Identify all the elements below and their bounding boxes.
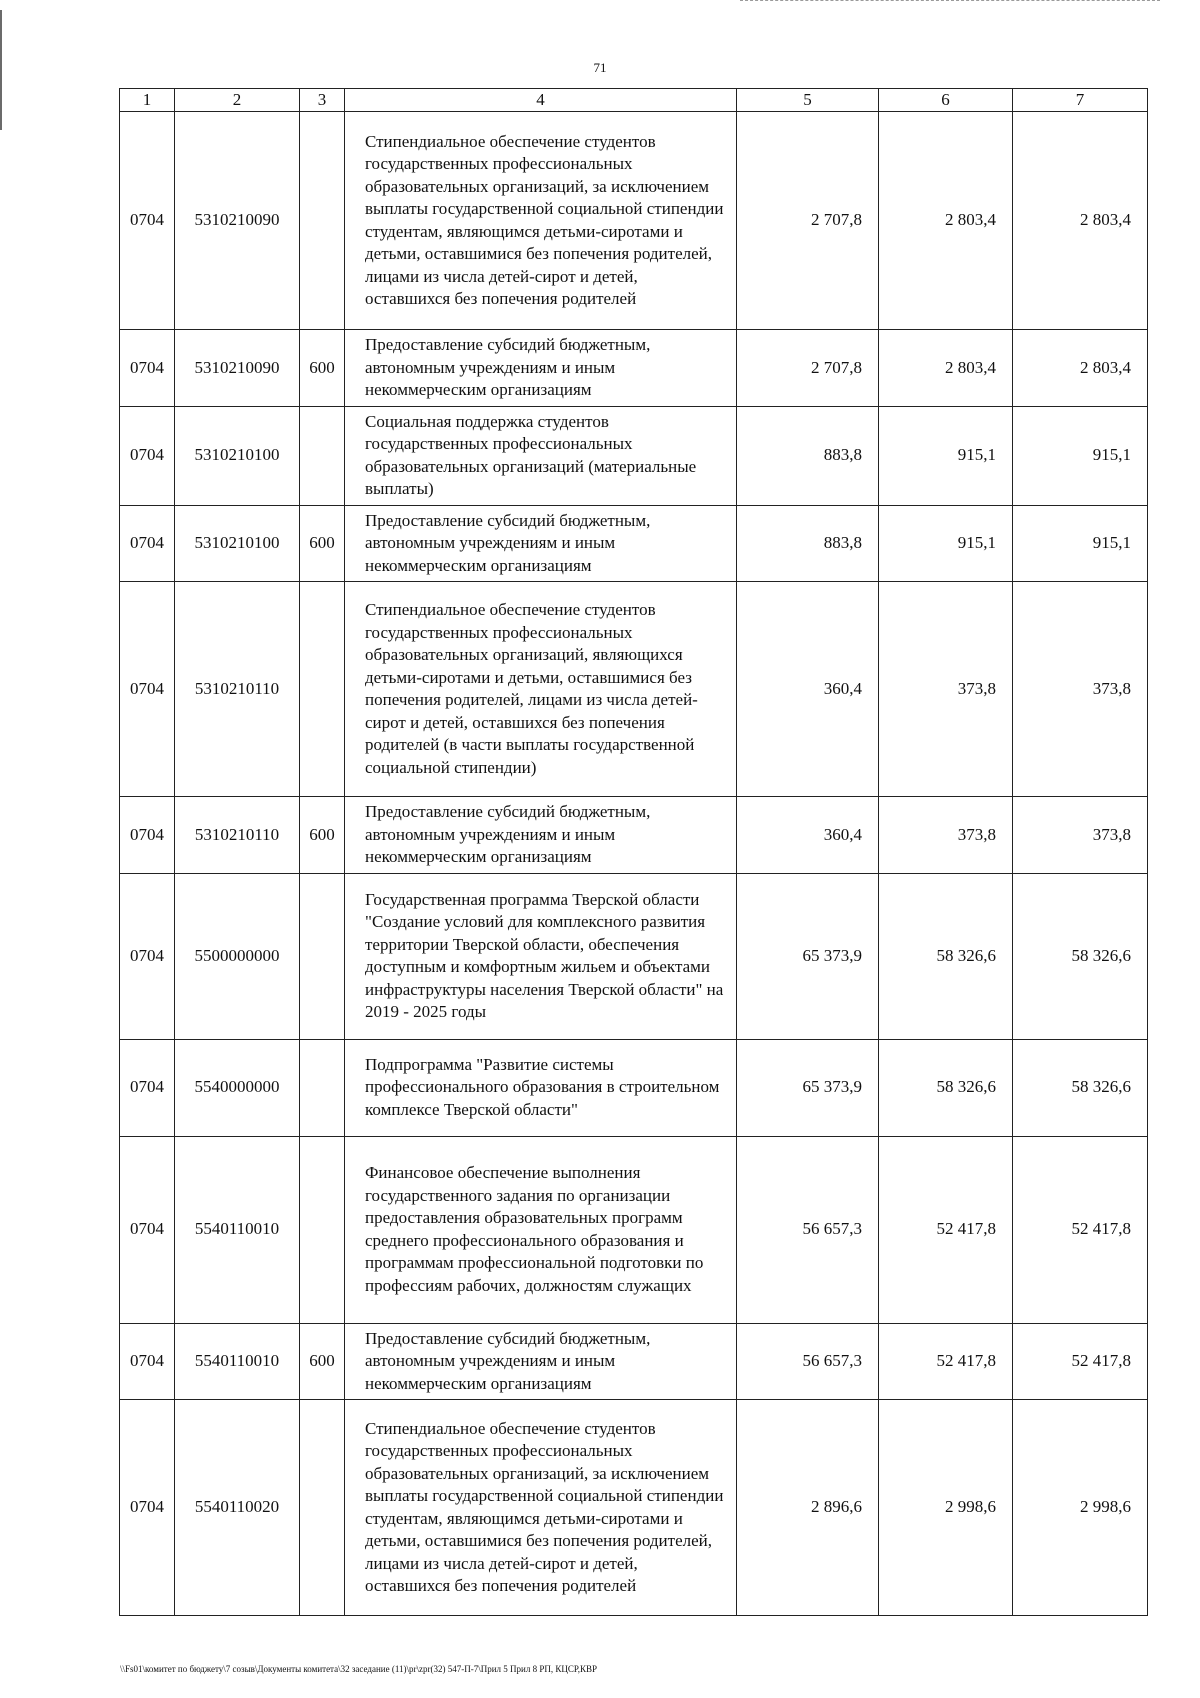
cell-value-5: 2 707,8 xyxy=(737,112,879,330)
table-row xyxy=(120,797,1148,874)
cell-csr: 5310210100 xyxy=(175,505,300,582)
table-row xyxy=(120,582,1148,797)
cell-name: Предоставление субсидий бюджетным, автономным учреждениям и иным некоммерческим организациям xyxy=(345,330,737,407)
header-col-6: 6 xyxy=(879,89,1013,112)
cell-razdel: 0704 xyxy=(120,873,175,1039)
cell-value-7: 52 417,8 xyxy=(1013,1323,1148,1400)
cell-value-6: 52 417,8 xyxy=(879,1136,1013,1323)
cell-value-5: 360,4 xyxy=(737,797,879,874)
cell-value-5: 56 657,3 xyxy=(737,1136,879,1323)
cell-name: Стипендиальное обеспечение студентов государственных профессиональных образовательных организаций, за исключением выплаты государственной социальной стипендии студентам, являющимся детьми-сиротами и детьми, оставшимися без попечения родителей, лицами из числа детей-сирот и детей, оставшихся без попечения родителей xyxy=(345,112,737,330)
header-col-1: 1 xyxy=(120,89,175,112)
table-row xyxy=(120,1039,1148,1136)
cell-value-5: 883,8 xyxy=(737,505,879,582)
page-number: 71 xyxy=(593,60,607,75)
table-row xyxy=(120,112,1148,330)
cell-vr xyxy=(300,112,345,330)
table-row xyxy=(120,873,1148,1039)
cell-vr xyxy=(300,1400,345,1616)
cell-vr: 600 xyxy=(300,797,345,874)
cell-vr xyxy=(300,406,345,505)
cell-value-7: 52 417,8 xyxy=(1013,1136,1148,1323)
scan-artifact-top xyxy=(740,0,1160,2)
cell-csr: 5310210090 xyxy=(175,112,300,330)
cell-razdel: 0704 xyxy=(120,1136,175,1323)
cell-value-6: 58 326,6 xyxy=(879,1039,1013,1136)
cell-name: Предоставление субсидий бюджетным, автономным учреждениям и иным некоммерческим организациям xyxy=(345,1323,737,1400)
cell-value-7: 2 998,6 xyxy=(1013,1400,1148,1616)
cell-value-5: 65 373,9 xyxy=(737,873,879,1039)
cell-razdel: 0704 xyxy=(120,1323,175,1400)
table-row xyxy=(120,330,1148,407)
cell-name: Социальная поддержка студентов государственных профессиональных образовательных организаций (материальные выплаты) xyxy=(345,406,737,505)
cell-value-6: 58 326,6 xyxy=(879,873,1013,1039)
cell-value-7: 373,8 xyxy=(1013,797,1148,874)
cell-razdel: 0704 xyxy=(120,1400,175,1616)
cell-value-7: 915,1 xyxy=(1013,505,1148,582)
cell-value-6: 915,1 xyxy=(879,406,1013,505)
cell-value-7: 2 803,4 xyxy=(1013,330,1148,407)
header-col-5: 5 xyxy=(737,89,879,112)
cell-value-7: 2 803,4 xyxy=(1013,112,1148,330)
cell-name: Предоставление субсидий бюджетным, автономным учреждениям и иным некоммерческим организациям xyxy=(345,505,737,582)
table-row xyxy=(120,1136,1148,1323)
cell-vr xyxy=(300,1039,345,1136)
cell-value-5: 360,4 xyxy=(737,582,879,797)
header-col-4: 4 xyxy=(345,89,737,112)
cell-csr: 5500000000 xyxy=(175,873,300,1039)
cell-value-7: 58 326,6 xyxy=(1013,1039,1148,1136)
cell-csr: 5310210110 xyxy=(175,797,300,874)
cell-csr: 5540110010 xyxy=(175,1323,300,1400)
cell-name: Подпрограмма "Развитие системы профессионального образования в строительном комплексе Тверской области" xyxy=(345,1039,737,1136)
cell-razdel: 0704 xyxy=(120,112,175,330)
cell-name: Стипендиальное обеспечение студентов государственных профессиональных образовательных организаций, являющихся детьми-сиротами и детьми, оставшимися без попечения родителей, лицами из числа детей-сирот и детей, оставшихся без попечения родителей (в части выплаты государственной социальной стипендии) xyxy=(345,582,737,797)
cell-value-6: 2 803,4 xyxy=(879,112,1013,330)
footer-file-path: \\Fs01\комитет по бюджету\7 созыв\Документы комитета\32 заседание (11)\pr\zpr(32) 547-П-7\Прил 5 Прил 8 РП, КЦСР,КВР xyxy=(120,1664,597,1674)
cell-value-6: 373,8 xyxy=(879,797,1013,874)
cell-value-5: 2 707,8 xyxy=(737,330,879,407)
cell-razdel: 0704 xyxy=(120,406,175,505)
table-row xyxy=(120,1400,1148,1616)
cell-vr: 600 xyxy=(300,330,345,407)
cell-razdel: 0704 xyxy=(120,797,175,874)
cell-vr xyxy=(300,1136,345,1323)
cell-value-6: 915,1 xyxy=(879,505,1013,582)
table-body xyxy=(120,112,1148,1616)
cell-value-7: 58 326,6 xyxy=(1013,873,1148,1039)
cell-vr: 600 xyxy=(300,1323,345,1400)
cell-csr: 5540110020 xyxy=(175,1400,300,1616)
cell-value-5: 883,8 xyxy=(737,406,879,505)
budget-table xyxy=(119,88,1148,1616)
table-row xyxy=(120,1323,1148,1400)
table-header xyxy=(120,89,1148,112)
cell-name: Стипендиальное обеспечение студентов государственных профессиональных образовательных организаций, за исключением выплаты государственной социальной стипендии студентам, являющимся детьми-сиротами и детьми, оставшимися без попечения родителей, лицами из числа детей-сирот и детей, оставшихся без попечения родителей xyxy=(345,1400,737,1616)
cell-value-6: 52 417,8 xyxy=(879,1323,1013,1400)
cell-razdel: 0704 xyxy=(120,505,175,582)
cell-csr: 5540000000 xyxy=(175,1039,300,1136)
cell-csr: 5310210110 xyxy=(175,582,300,797)
cell-name: Финансовое обеспечение выполнения государственного задания по организации предоставления образовательных программ среднего профессионального образования и программам профессиональной подготовки по профессиям рабочих, должностям служащих xyxy=(345,1136,737,1323)
cell-razdel: 0704 xyxy=(120,1039,175,1136)
header-col-7: 7 xyxy=(1013,89,1148,112)
cell-csr: 5310210100 xyxy=(175,406,300,505)
cell-vr: 600 xyxy=(300,505,345,582)
cell-name: Предоставление субсидий бюджетным, автономным учреждениям и иным некоммерческим организациям xyxy=(345,797,737,874)
cell-value-7: 915,1 xyxy=(1013,406,1148,505)
cell-value-6: 373,8 xyxy=(879,582,1013,797)
cell-value-6: 2 803,4 xyxy=(879,330,1013,407)
cell-value-5: 56 657,3 xyxy=(737,1323,879,1400)
cell-vr xyxy=(300,582,345,797)
cell-csr: 5310210090 xyxy=(175,330,300,407)
cell-vr xyxy=(300,873,345,1039)
header-row xyxy=(120,89,1148,112)
cell-value-7: 373,8 xyxy=(1013,582,1148,797)
header-col-2: 2 xyxy=(175,89,300,112)
cell-name: Государственная программа Тверской области "Создание условий для комплексного развития территории Тверской области, обеспечения доступным и комфортным жильем и объектами инфраструктуры населения Тверской области" на 2019 - 2025 годы xyxy=(345,873,737,1039)
cell-csr: 5540110010 xyxy=(175,1136,300,1323)
cell-value-5: 2 896,6 xyxy=(737,1400,879,1616)
header-col-3: 3 xyxy=(300,89,345,112)
cell-value-6: 2 998,6 xyxy=(879,1400,1013,1616)
cell-razdel: 0704 xyxy=(120,330,175,407)
cell-razdel: 0704 xyxy=(120,582,175,797)
cell-value-5: 65 373,9 xyxy=(737,1039,879,1136)
table-row xyxy=(120,406,1148,505)
table-row xyxy=(120,505,1148,582)
